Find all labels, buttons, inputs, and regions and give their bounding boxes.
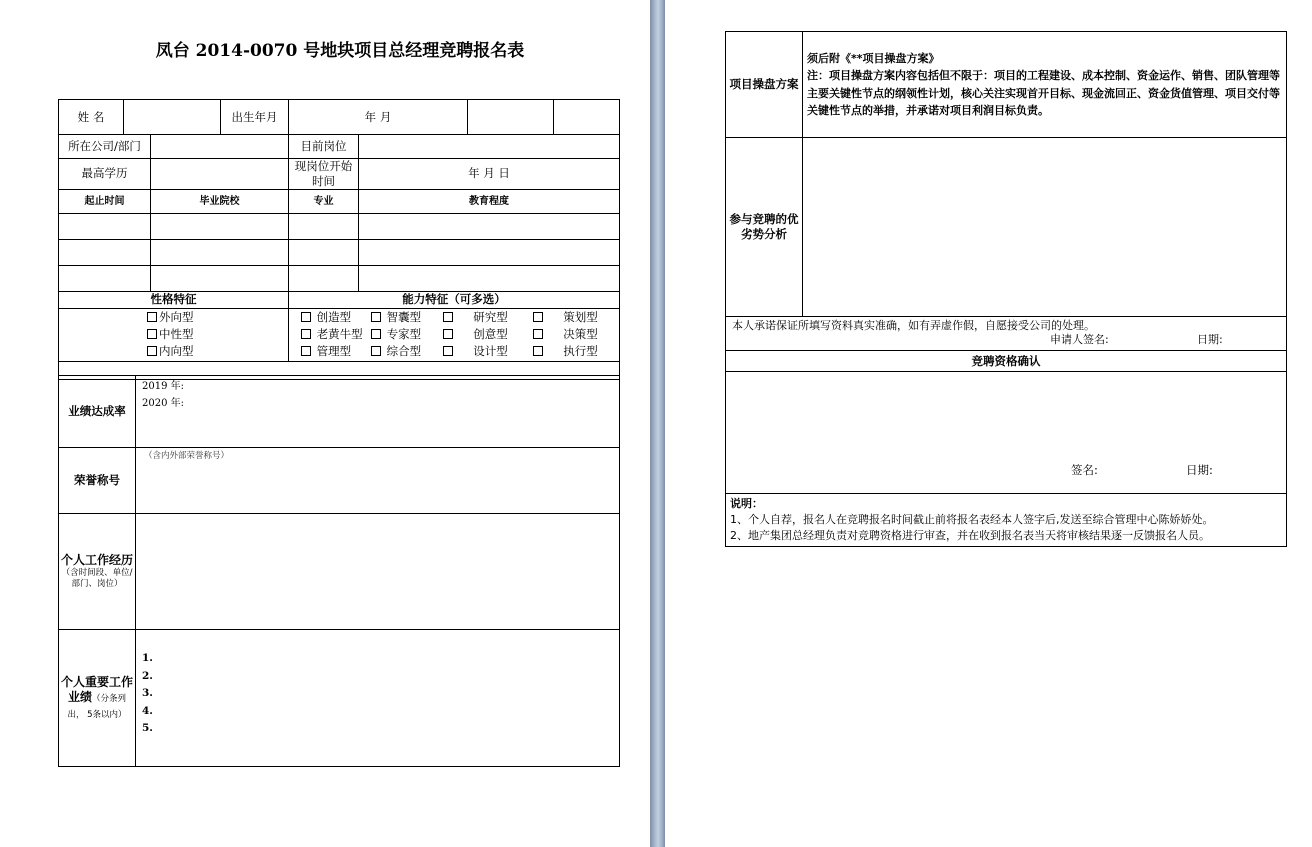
name-label: 姓 名: [59, 100, 124, 135]
edu-cell[interactable]: [289, 213, 359, 239]
ability-option[interactable]: 策划型: [533, 309, 605, 326]
edu-header-degree: 教育程度: [359, 189, 620, 213]
edu-cell[interactable]: [59, 265, 151, 291]
form-title: 凤台 2014-0070 号地块项目总经理竞聘报名表: [155, 41, 525, 61]
checkbox-icon[interactable]: [147, 329, 157, 339]
photo-cell-a[interactable]: [468, 100, 554, 135]
pledge-text: 本人承诺保证所填写资料真实准确，如有弄虚作假，自愿接受公司的处理。: [732, 318, 1095, 332]
achievements-field[interactable]: [136, 630, 620, 767]
checkbox-icon[interactable]: [443, 329, 453, 339]
birth-label: 出生年月: [221, 100, 289, 135]
edu-cell[interactable]: [59, 239, 151, 265]
personality-option[interactable]: 外向型: [59, 309, 288, 326]
right-page: [665, 0, 1312, 847]
position-field[interactable]: [359, 135, 620, 159]
analysis-label: 参与竞聘的优劣势分析: [726, 138, 803, 317]
ability-option[interactable]: 设计型: [443, 343, 533, 360]
company-label: 所在公司/部门: [59, 135, 151, 159]
page-gutter: [650, 0, 665, 847]
achievement-item: 3.: [142, 687, 153, 699]
company-field[interactable]: [151, 135, 289, 159]
personality-option[interactable]: 中性型: [59, 326, 288, 343]
edu-cell[interactable]: [289, 265, 359, 291]
checkbox-icon[interactable]: [533, 329, 543, 339]
honors-label: 荣誉称号: [59, 448, 136, 514]
photo-cell-b[interactable]: [554, 100, 620, 135]
ability-option[interactable]: 智囊型: [371, 309, 443, 326]
basic-info-table: [58, 99, 620, 380]
checkbox-icon[interactable]: [443, 346, 453, 356]
note-item: 2、地产集团总经理负责对竞聘资格进行审查，并在收到报名表当天将审核结果逐一反馈报名人员。: [730, 528, 1210, 542]
performance-field[interactable]: 2019 年: 2020 年:: [136, 376, 620, 448]
plan-note: 注：项目操盘方案内容包括但不限于：项目的工程建设、成本控制、资金运作、销售、团队管理等主要关键性节点的纲领性计划，核心关注实现首开目标、现金流回正、资金货值管理、项目交付等关键性节点的举措，并承诺对项目利润目标负责。: [807, 69, 1280, 117]
achievement-item: 2.: [142, 669, 153, 682]
edu-row: [59, 213, 620, 239]
edu-cell[interactable]: [359, 265, 620, 291]
checkbox-icon[interactable]: [533, 346, 543, 356]
ability-option[interactable]: 研究型: [443, 309, 533, 326]
left-page: [0, 0, 650, 847]
notes-cell: [726, 494, 1287, 547]
edu-cell[interactable]: [359, 213, 620, 239]
notes-title: 说明：: [730, 497, 763, 510]
confirm-field[interactable]: [726, 372, 1287, 494]
education-label: 最高学历: [59, 159, 151, 190]
start-time-field[interactable]: 年 月 日: [359, 159, 620, 190]
start-time-label: 现岗位开始时间: [289, 159, 359, 190]
edu-header-school: 毕业院校: [151, 189, 289, 213]
ability-option[interactable]: 创意型: [443, 326, 533, 343]
edu-cell[interactable]: [289, 239, 359, 265]
ability-header: 能力特征（可多选）: [289, 291, 620, 308]
note-item: 1、个人自荐，报名人在竞聘报名时间截止前将报名表经本人签字后,发送至综合管理中心陈娇娇处。: [730, 512, 1214, 526]
edu-cell[interactable]: [151, 213, 289, 239]
name-field[interactable]: [124, 100, 221, 135]
checkbox-icon[interactable]: [301, 312, 311, 322]
checkbox-icon[interactable]: [371, 312, 381, 322]
edu-cell[interactable]: [151, 265, 289, 291]
achievement-item: 4.: [142, 704, 153, 717]
checkbox-icon[interactable]: [147, 346, 157, 356]
analysis-field[interactable]: [803, 138, 1287, 317]
edu-header-major: 专业: [289, 189, 359, 213]
edu-header-period: 起止时间: [59, 189, 151, 213]
checkbox-icon[interactable]: [301, 329, 311, 339]
checkbox-icon[interactable]: [371, 329, 381, 339]
applicant-sign-label: 申请人签名:: [1050, 333, 1109, 347]
checkbox-icon[interactable]: [443, 312, 453, 322]
ability-option[interactable]: 老黄牛型: [301, 326, 371, 343]
ability-option[interactable]: 执行型: [533, 343, 605, 360]
checkbox-icon[interactable]: [301, 346, 311, 356]
edu-cell[interactable]: [59, 213, 151, 239]
checkbox-icon[interactable]: [371, 346, 381, 356]
performance-table: [58, 375, 620, 767]
ability-option[interactable]: 创造型: [301, 309, 371, 326]
edu-row: [59, 265, 620, 291]
ability-option[interactable]: 管理型: [301, 343, 371, 360]
ability-option[interactable]: 决策型: [533, 326, 605, 343]
confirm-sign-label: 签名:: [1071, 463, 1098, 477]
experience-field[interactable]: [136, 514, 620, 630]
edu-cell[interactable]: [151, 239, 289, 265]
confirm-header: 竞聘资格确认: [726, 351, 1287, 372]
achievement-item: 5.: [142, 722, 153, 734]
ability-options: [289, 309, 619, 360]
checkbox-icon[interactable]: [147, 312, 157, 322]
personality-option[interactable]: 内向型: [59, 343, 288, 360]
plan-title: 须后附《**项目操盘方案》: [807, 52, 940, 66]
performance-label: 业绩达成率: [59, 376, 136, 448]
edu-cell[interactable]: [359, 239, 620, 265]
achievement-item: 1.: [142, 652, 153, 664]
honors-field[interactable]: （含内外部荣誉称号）: [136, 448, 620, 514]
plan-field[interactable]: [803, 32, 1287, 138]
experience-label-cell: 个人工作经历 （含时间段、单位/部门、岗位）: [59, 514, 136, 630]
achievements-label-cell: 个人重要工作业绩（分条列出， 5条以内）: [59, 630, 136, 767]
birth-field[interactable]: 年 月: [289, 100, 468, 135]
ability-option[interactable]: 专家型: [371, 326, 443, 343]
confirm-date-label: 日期:: [1186, 463, 1213, 477]
position-label: 目前岗位: [289, 135, 359, 159]
ability-option[interactable]: 综合型: [371, 343, 443, 360]
education-field[interactable]: [151, 159, 289, 190]
applicant-date-label: 日期:: [1197, 333, 1223, 347]
plan-label: 项目操盘方案: [726, 32, 803, 138]
edu-row: [59, 239, 620, 265]
pledge-cell: [726, 317, 1287, 351]
personality-header: 性格特征: [59, 291, 289, 308]
checkbox-icon[interactable]: [533, 312, 543, 322]
plan-table: [725, 31, 1287, 547]
